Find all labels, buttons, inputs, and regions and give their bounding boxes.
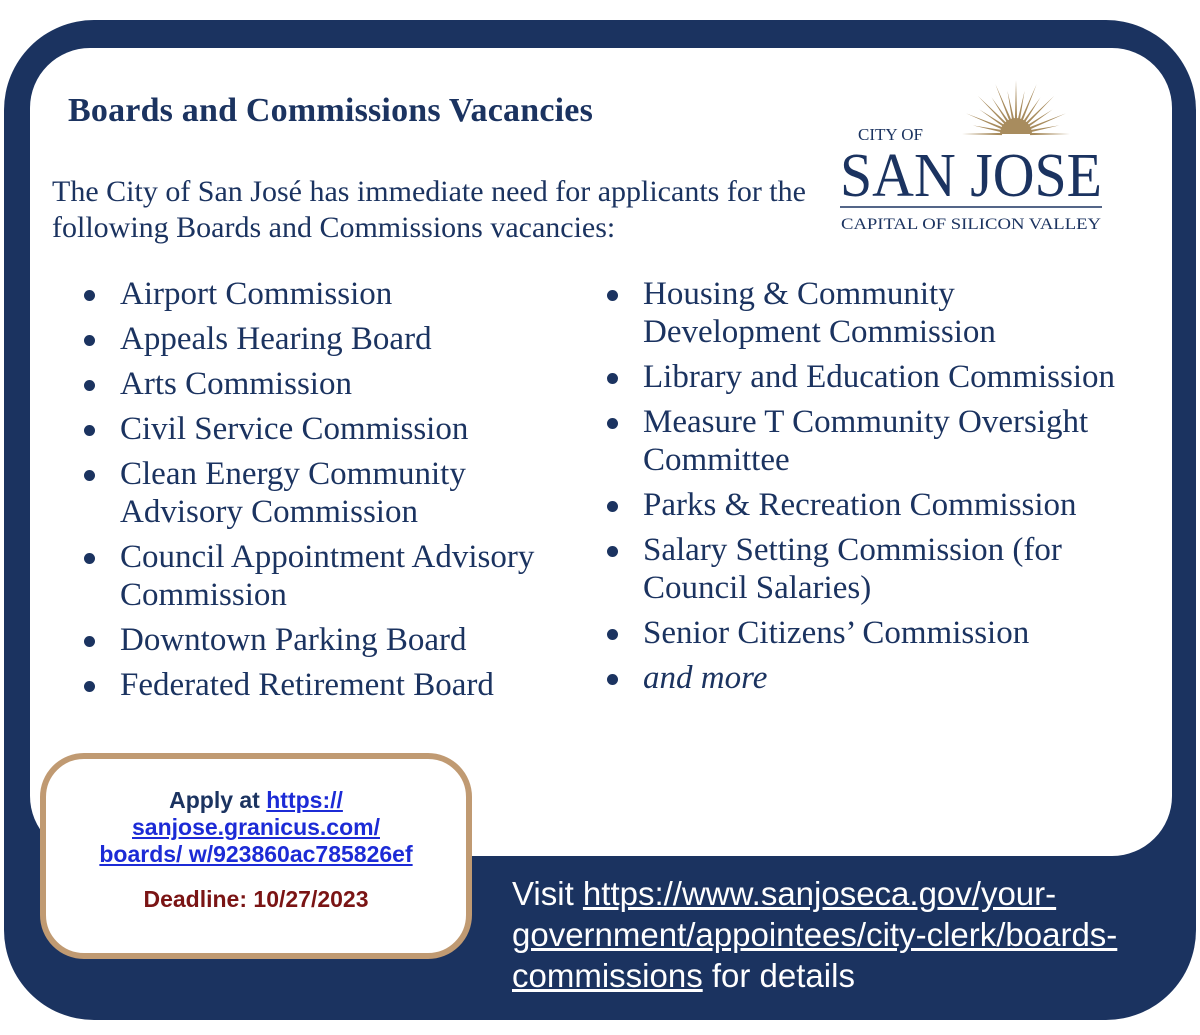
list-item: Arts Commission bbox=[80, 365, 570, 403]
list-item: Measure T Community Oversight Committee bbox=[603, 403, 1123, 479]
visit-suffix: for details bbox=[702, 957, 855, 994]
visit-prefix: Visit bbox=[512, 875, 583, 912]
list-item: Housing & Community Development Commission bbox=[603, 275, 1123, 351]
visit-text bbox=[512, 873, 1152, 996]
list-item: and more bbox=[603, 659, 1123, 697]
visit-link[interactable]: https://www.sanjoseca.gov/your-government/appointees/city-clerk/boards-commissions bbox=[512, 875, 1118, 994]
apply-box bbox=[40, 753, 472, 959]
list-item: Federated Retirement Board bbox=[80, 666, 570, 704]
apply-prefix: Apply at bbox=[169, 787, 267, 813]
list-item: Clean Energy Community Advisory Commission bbox=[80, 455, 570, 531]
list-item: Salary Setting Commission (for Council Salaries) bbox=[603, 531, 1123, 607]
page-title: Boards and Commissions Vacancies bbox=[68, 92, 593, 129]
list-item: Civil Service Commission bbox=[80, 410, 570, 448]
list-item: Parks & Recreation Commission bbox=[603, 486, 1123, 524]
vacancy-list-right bbox=[603, 275, 1123, 704]
list-item: Downtown Parking Board bbox=[80, 621, 570, 659]
logo-san-jose: SAN JOSE bbox=[840, 142, 1102, 210]
sun-rays-icon bbox=[962, 80, 1070, 135]
logo-city-of: CITY OF bbox=[858, 125, 924, 144]
list-item: Senior Citizens’ Commission bbox=[603, 614, 1123, 652]
list-item: Appeals Hearing Board bbox=[80, 320, 570, 358]
logo-tagline: CAPITAL OF SILICON VALLEY bbox=[841, 216, 1101, 233]
apply-link[interactable]: https:// sanjose.granicus.com/ boards/ w/923860ac785826ef bbox=[99, 787, 413, 867]
apply-text bbox=[94, 787, 418, 868]
vacancy-list-left bbox=[80, 275, 570, 711]
san-jose-logo bbox=[836, 76, 1111, 236]
list-item: Airport Commission bbox=[80, 275, 570, 313]
intro-text: The City of San José has immediate need for applicants for the following Boards and Commissions vacancies: bbox=[52, 175, 806, 244]
deadline-text: Deadline: 10/27/2023 bbox=[143, 886, 369, 912]
list-item: Council Appointment Advisory Commission bbox=[80, 538, 570, 614]
list-item: Library and Education Commission bbox=[603, 358, 1123, 396]
